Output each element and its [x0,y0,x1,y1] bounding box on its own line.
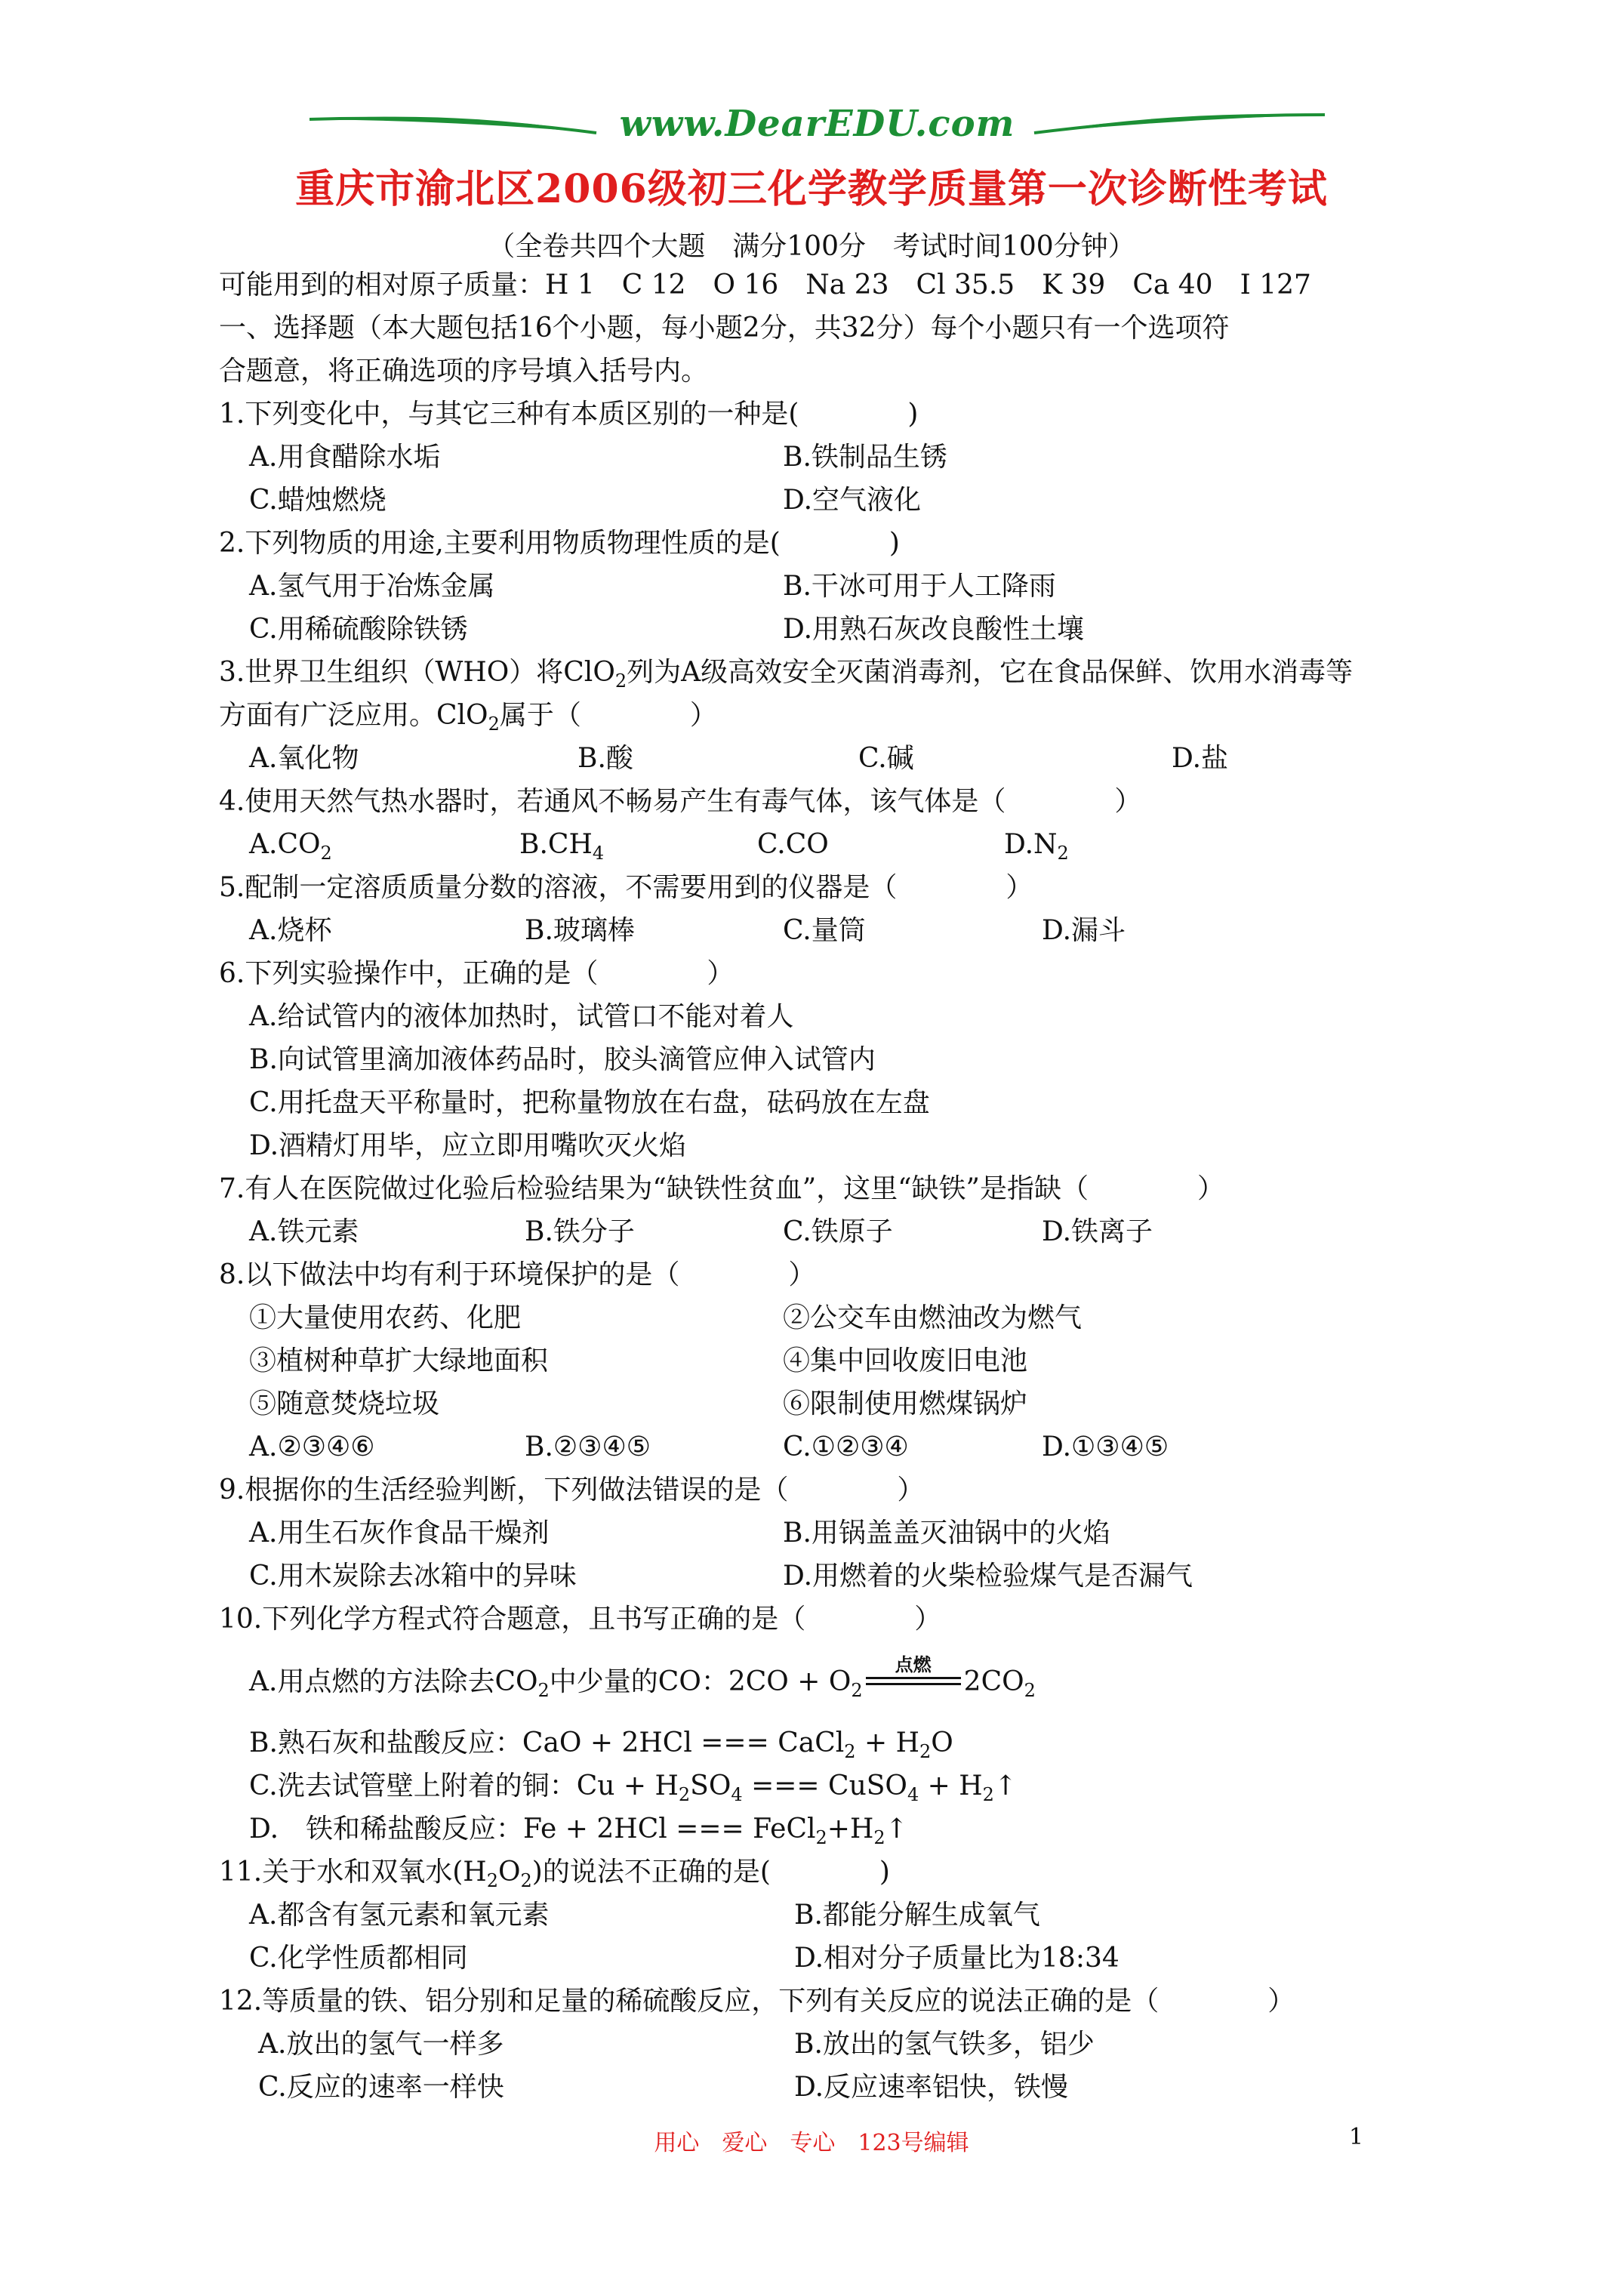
q11-option-a: A.都含有氢元素和氧元素 [249,1900,550,1931]
q3-stem-line2: 方面有广泛应用。ClO$_2$属于（ ） [219,700,717,735]
q5-option-b: B.玻璃棒 [525,915,635,946]
q11-option-b: B.都能分解生成氧气 [794,1900,1040,1931]
q9-option-b: B.用锅盖盖灭油锅中的火焰 [783,1518,1110,1549]
atomic-masses: 可能用到的相对原子质量：H 1 C 12 O 16 Na 23 Cl 35.5 K 39 Ca 40 I 127 [219,270,1311,300]
q12-stem: 12.等质量的铁、铝分别和足量的稀硫酸反应，下列有关反应的说法正确的是（ ） [219,1986,1295,2017]
q1-stem: 1.下列变化中，与其它三种有本质区别的一种是( ) [219,399,919,430]
q6-option-d: D.酒精灯用毕，应立即用嘴吹灭火焰 [249,1130,687,1161]
q8-option-b: B.②③④⑤ [525,1432,651,1462]
q5-option-d: D.漏斗 [1042,915,1126,946]
q1-option-b: B.铁制品生锈 [783,442,947,473]
q11-option-c: C.化学性质都相同 [249,1943,468,1974]
q5-stem: 5.配制一定溶质质量分数的溶液，不需要用到的仪器是（ ） [219,872,1033,903]
q3-option-a: A.氧化物 [249,743,359,774]
exam-subtitle: （全卷共四个大题 满分100分 考试时间100分钟） [488,231,1135,262]
q2-option-b: B.干冰可用于人工降雨 [783,571,1056,602]
q10-option-b: B.熟石灰和盐酸反应：CaO + 2HCl === CaCl$_2$ + $H_2O$ [249,1727,953,1762]
q4-option-a: $A.CO_2$ [249,829,332,864]
q9-option-d: D.用燃着的火柴检验煤气是否漏气 [783,1561,1193,1592]
q2-stem: 2.下列物质的用途,主要利用物质物理性质的是( ) [219,528,900,559]
q8-option-d: D.①③④⑤ [1042,1432,1169,1462]
exam-title: 重庆市渝北区2006级初三化学教学质量第一次诊断性考试 [295,166,1328,212]
q6-option-c: C.用托盘天平称量时，把称量物放在右盘，砝码放在左盘 [249,1087,930,1118]
q2-option-d: D.用熟石灰改良酸性土壤 [783,614,1085,645]
q8-item-5: ⑤随意焚烧垃圾 [249,1388,440,1419]
q7-option-d: D.铁离子 [1042,1216,1153,1247]
q9-stem: 9.根据你的生活经验判断，下列做法错误的是（ ） [219,1475,925,1505]
q7-stem: 7.有人在医院做过化验后检验结果为“缺铁性贫血”，这里“缺铁”是指缺（ ） [219,1173,1224,1204]
logo-text: www.DearEDU.com [619,103,1015,145]
q8-item-1: ①大量使用农药、化肥 [249,1302,522,1333]
page-number: 1 [1349,2124,1364,2150]
q8-item-2: ②公交车由燃油改为燃气 [783,1302,1083,1333]
q6-option-b: B.向试管里滴加液体药品时，胶头滴管应伸入试管内 [249,1044,876,1075]
q1-option-c: C.蜡烛燃烧 [249,485,387,516]
q12-option-c: C.反应的速率一样快 [258,2072,504,2103]
q3-stem-line1: 3.世界卫生组织（WHO）将ClO$_2$列为A级高效安全灭菌消毒剂，它在食品保鲜、饮用水消毒等 [219,657,1354,692]
q8-item-4: ④集中回收废旧电池 [783,1345,1028,1376]
page-footer: 用心 爱心 专心 123号编辑 [654,2130,969,2156]
section-intro-line1: 一、选择题（本大题包括16个小题，每小题2分，共32分）每个小题只有一个选项符 [219,313,1230,344]
q8-item-3: ③植树种草扩大绿地面积 [249,1345,549,1376]
q9-option-a: A.用生石灰作食品干燥剂 [249,1518,550,1549]
equation-line-top [866,1677,961,1679]
q7-option-a: A.铁元素 [249,1216,359,1247]
q2-option-c: C.用稀硫酸除铁锈 [249,614,468,645]
q4-option-c: C.CO [757,829,829,860]
q11-option-d: D.相对分子质量比为18:34 [794,1943,1119,1974]
reaction-condition-arrow [866,1653,961,1695]
q2-option-a: A.氢气用于冶炼金属 [249,571,495,602]
equation-line-bottom [866,1683,961,1685]
site-logo[interactable] [310,100,1325,153]
q7-option-b: B.铁分子 [525,1216,635,1247]
q6-option-a: A.给试管内的液体加热时，试管口不能对着人 [249,1001,794,1032]
section-intro-line2: 合题意，将正确选项的序号填入括号内。 [219,356,709,387]
q9-option-c: C.用木炭除去冰箱中的异味 [249,1561,577,1592]
q4-option-d: $D.N_2$ [1004,829,1069,864]
reaction-condition-label: 点燃 [895,1653,932,1675]
q7-option-c: C.铁原子 [783,1216,893,1247]
q8-item-6: ⑥限制使用燃煤锅炉 [783,1388,1028,1419]
q6-stem: 6.下列实验操作中，正确的是（ ） [219,958,735,989]
q3-option-d: D.盐 [1172,743,1229,774]
q3-option-c: C.碱 [858,743,914,774]
q12-option-a: A.放出的氢气一样多 [258,2029,504,2060]
q1-option-d: D.空气液化 [783,485,922,516]
q8-option-a: A.②③④⑥ [249,1432,375,1462]
q8-option-c: C.①②③④ [783,1432,909,1462]
q10-option-c: C.洗去试管壁上附着的铜：$Cu + H_2SO_4$ === CuSO$_4$ + $H_2↑$ [249,1771,1018,1805]
q5-option-a: A.烧杯 [249,915,332,946]
q10-option-a: A.用点燃的方法除去$CO_2$中少量的CO：$2CO + O_2$ 点燃 $2CO_2$ [249,1665,1036,1699]
q11-stem: 11.关于水和双氧水$(H_2O_2)$的说法不正确的是( ) [219,1857,890,1891]
q8-stem: 8.以下做法中均有利于环境保护的是（ ） [219,1259,816,1290]
q12-option-b: B.放出的氢气铁多，铝少 [794,2029,1095,2060]
q10-stem: 10.下列化学方程式符合题意，且书写正确的是（ ） [219,1604,942,1635]
q4-option-b: $B.CH_4$ [519,829,605,864]
q12-option-d: D.反应速率铝快，铁慢 [794,2072,1069,2103]
q3-option-b: B.酸 [577,743,633,774]
q5-option-c: C.量筒 [783,915,866,946]
q10-option-d: D. 铁和稀盐酸反应：Fe + 2HCl === $FeCl_2+H_2↑$ [249,1814,908,1848]
q4-stem: 4.使用天然气热水器时，若通风不畅易产生有毒气体，该气体是（ ） [219,786,1142,817]
q1-option-a: A.用食醋除水垢 [249,442,441,473]
